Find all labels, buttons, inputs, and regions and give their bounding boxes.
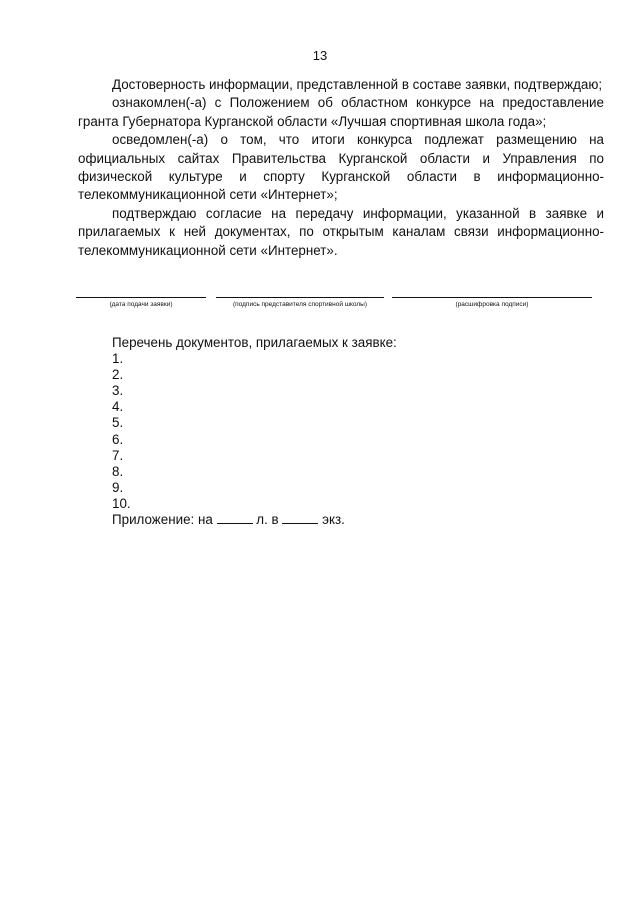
consent-text [78,76,604,260]
documents-list [112,351,397,512]
list-item: 4. [112,399,124,415]
appendix-middle: л. в [256,512,279,528]
sheets-count-blank [217,522,253,524]
list-item: 6. [112,431,124,447]
list-item: 2. [112,367,124,383]
date-line [76,297,206,308]
paragraph-informed: осведомлен(-а) о том, что итоги конкурса подлежат размещению на официальных сайтах Правительства Курганской области и Управления по физической культуре и спорту Курганской области в информационно-телекоммуникационной сети «Интернет»; [78,132,604,203]
documents-title: Перечень документов, прилагаемых к заявке: [112,335,397,350]
signature-caption: (подпись представителя спортивной школы) [232,301,367,308]
paragraph-acquainted: ознакомлен(-а) с Положением об областном конкурсе на предоставление гранта Губернатора Курганской области «Лучшая спортивная школа года»; [78,95,604,129]
date-caption: (дата подачи заявки) [109,301,173,308]
list-item: 1. [112,351,124,367]
list-item: 3. [112,383,124,399]
paragraph-reliability: Достоверность информации, представленной в составе заявки, подтверждаю; [112,77,603,92]
list-item: 9. [112,479,124,495]
appendix-suffix: экз. [322,512,345,528]
decoding-line [392,297,592,308]
appendix-line [112,512,397,528]
appendix-prefix: Приложение: на [112,512,213,528]
list-item: 5. [112,415,124,431]
list-item: 8. [112,463,124,479]
signature-line [216,297,384,308]
documents-section [112,335,397,528]
page-number: 13 [312,48,328,63]
list-item: 10. [112,495,131,511]
list-item: 7. [112,447,124,463]
decoding-caption: (расшифровка подписи) [455,301,529,308]
copies-count-blank [282,522,318,524]
paragraph-consent: подтверждаю согласие на передачу информации, указанной в заявке и прилагаемых к ней документах, по открытым каналам связи информационно-телекоммуникационной сети «Интернет». [78,205,604,258]
